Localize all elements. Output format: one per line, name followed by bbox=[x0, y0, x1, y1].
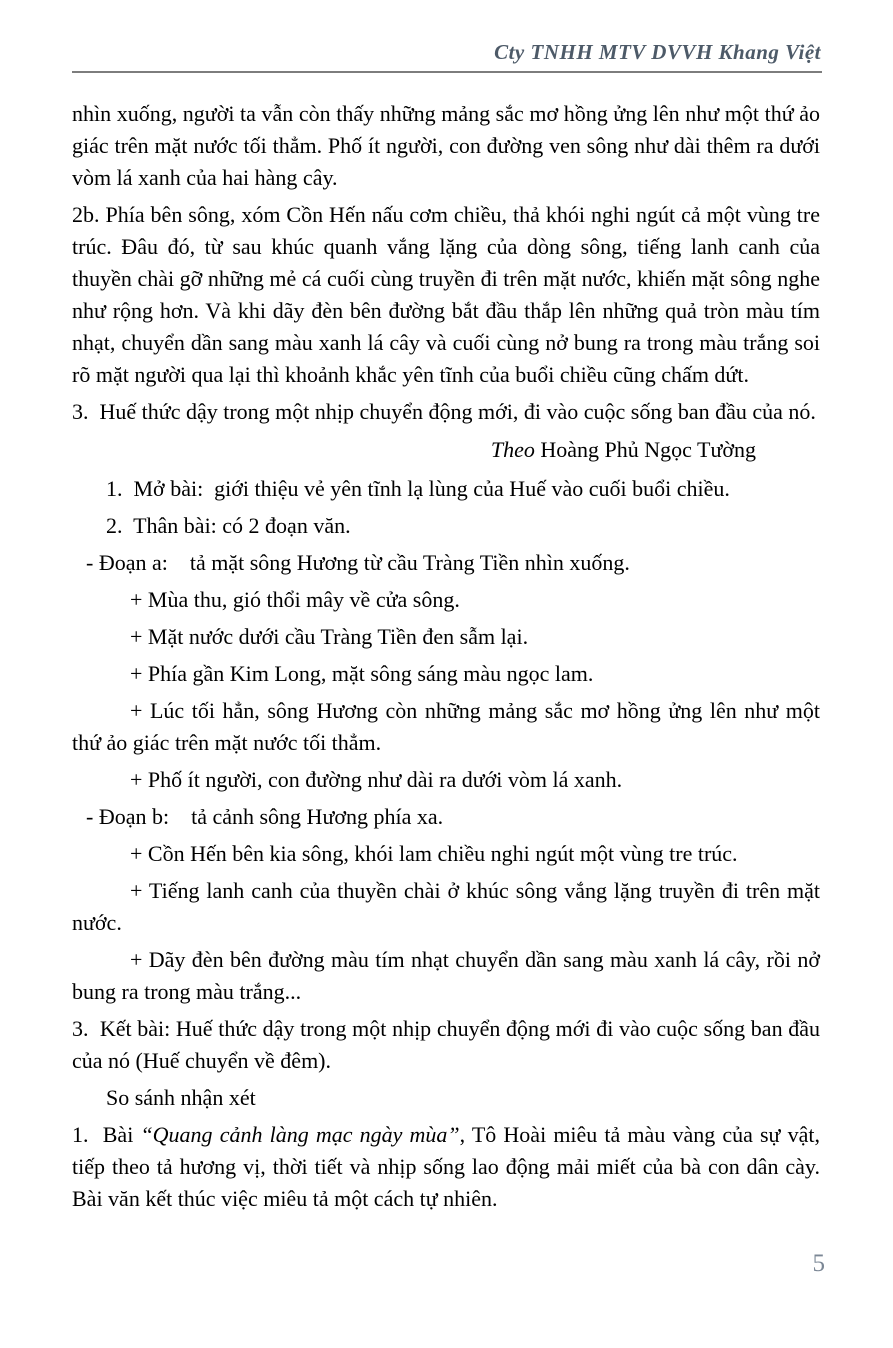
paragraph-text: , Tô Hoài miêu tả màu vàng của sự vật, tiếp theo tả hương vị, thời tiết và nhịp sống lao động mải miết của bà con dân cày. Bài văn kết thúc việc miêu tả một cách tự nhiên. bbox=[72, 1122, 820, 1211]
list-item-plus: + Tiếng lanh canh của thuyền chài ở khúc sông vắng lặng truyền đi trên mặt nước. bbox=[72, 878, 820, 935]
list-item-dash: - Đoạn b: tả cảnh sông Hương phía xa. bbox=[86, 804, 444, 829]
paragraph: 3. Kết bài: Huế thức dậy trong một nhịp chuyển động mới đi vào cuộc sống ban đầu của nó (Huế chuyển về đêm). bbox=[72, 1016, 820, 1073]
attribution-author: Hoàng Phủ Ngọc Tường bbox=[534, 437, 756, 462]
list-item-dash: - Đoạn a: tả mặt sông Hương từ cầu Tràng Tiền nhìn xuống. bbox=[86, 550, 630, 575]
attribution bbox=[72, 434, 820, 466]
document-body bbox=[72, 98, 820, 1220]
list-item-plus: + Cồn Hến bên kia sông, khói lam chiều nghi ngút một vùng tre trúc. bbox=[130, 841, 738, 866]
list-item-numbered: 1. Mở bài: giới thiệu vẻ yên tĩnh lạ lùng của Huế vào cuối buổi chiều. bbox=[106, 476, 730, 501]
book-title: “Quang cảnh làng mạc ngày mùa” bbox=[140, 1122, 460, 1147]
paragraph: 3. Huế thức dậy trong một nhịp chuyển động mới, đi vào cuộc sống ban đầu của nó. bbox=[72, 399, 816, 424]
attribution-source-word: Theo bbox=[490, 437, 535, 462]
list-item-plus: + Phía gần Kim Long, mặt sông sáng màu ngọc lam. bbox=[130, 661, 594, 686]
paragraph: nhìn xuống, người ta vẫn còn thấy những mảng sắc mơ hồng ửng lên như một thứ ảo giác trên mặt nước tối thẳm. Phố ít người, con đường ven sông như dài thêm ra dưới vòm lá xanh của hai hàng cây. bbox=[72, 101, 820, 190]
list-item-plus: + Phố ít người, con đường như dài ra dưới vòm lá xanh. bbox=[130, 767, 623, 792]
paragraph-text: 1. Bài bbox=[72, 1122, 141, 1147]
section-heading: So sánh nhận xét bbox=[106, 1085, 256, 1110]
header-company-name: Cty TNHH MTV DVVH Khang Việt bbox=[494, 40, 821, 64]
paragraph: 2b. Phía bên sông, xóm Cồn Hến nấu cơm chiều, thả khói nghi ngút cả một vùng tre trúc. Đâu đó, từ sau khúc quanh vắng lặng của dòng sông, tiếng lanh canh của thuyền chài gỡ những mẻ cá cuối cùng truyền đi trên mặt nước, khiến mặt sông nghe như rộng hơn. Và khi dãy đèn bên đường bắt đầu thắp lên những quả tròn màu tím nhạt, chuyển dần sang màu xanh lá cây và cuối cùng nở bung ra trong màu trắng soi rõ mặt người qua lại thì khoảnh khắc yên tĩnh của buổi chiều cũng chấm dứt. bbox=[72, 202, 820, 387]
header-rule bbox=[72, 71, 822, 73]
list-item-plus: + Dãy đèn bên đường màu tím nhạt chuyển dần sang màu xanh lá cây, rồi nở bung ra trong màu trắng... bbox=[72, 947, 820, 1004]
list-item-plus: + Mặt nước dưới cầu Tràng Tiền đen sẫm lại. bbox=[130, 624, 529, 649]
list-item-plus: + Mùa thu, gió thổi mây về cửa sông. bbox=[130, 587, 460, 612]
list-item-plus: + Lúc tối hẳn, sông Hương còn những mảng sắc mơ hồng ửng lên như một thứ ảo giác trên mặt nước tối thẳm. bbox=[72, 698, 820, 755]
page-number: 5 bbox=[812, 1250, 825, 1277]
paragraph bbox=[72, 1119, 820, 1215]
list-item-numbered: 2. Thân bài: có 2 đoạn văn. bbox=[106, 513, 351, 538]
